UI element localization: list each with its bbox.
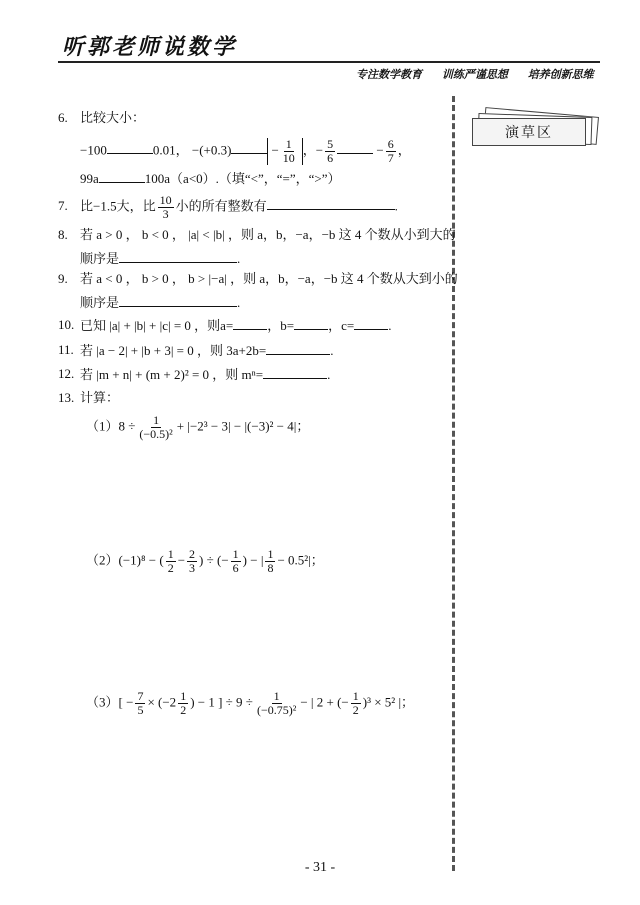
page-number: - 31 - (304, 860, 336, 875)
frac-den: 2 (352, 703, 359, 717)
p7-end: . (394, 198, 398, 214)
p6-blank-1 (107, 141, 153, 154)
p8-number: 8. (58, 227, 68, 242)
p13-q1 (86, 414, 309, 441)
p6-frac-6-7 (386, 138, 396, 165)
p11-pre: 若 |a − 2| + |b + 3| = 0 ，则 3a+2b= (80, 343, 267, 358)
p10-line (80, 317, 391, 334)
p10-pre: 已知 |a| + |b| + |c| = 0 ，则a= (80, 318, 234, 333)
q2-mid2: ) − | (242, 552, 264, 568)
column-divider (452, 96, 455, 871)
p6-line2 (80, 170, 341, 187)
p7-pre: 比−1.5大，比 (80, 198, 156, 214)
p7-line (80, 194, 398, 221)
q2-post: − 0.5²|； (277, 552, 324, 568)
header-rule (58, 61, 600, 63)
p7-post: 小的所有整数有 (175, 198, 267, 214)
p6-number: 6. (58, 110, 68, 125)
frac-num: 1 (267, 547, 274, 561)
header-slogans (340, 66, 594, 82)
p6-blank-2 (231, 141, 267, 154)
p6-a1: −100 (80, 142, 107, 158)
q2-label: （2） (86, 552, 119, 568)
p11-end: . (330, 343, 334, 358)
p6-b1: −(+0.3) (191, 142, 232, 158)
p9-blank (119, 294, 237, 307)
p6-blank-3 (337, 141, 373, 154)
header-title: 听郭老师说数学 (62, 34, 238, 60)
p6-a2: 0.01， (152, 142, 189, 158)
q2-frac-1 (166, 548, 176, 575)
q2-frac-4 (265, 548, 275, 575)
p9-line1: 若 a < 0 ， b > 0 ， b > |−a| ，则 a，b，−a，−b 这 4 个数从大到小的 (80, 271, 458, 286)
frac-num: 10 (159, 193, 172, 207)
slogan-1: 专注数学教育 (356, 68, 422, 81)
p7-blank (267, 197, 395, 210)
p11-number: 11. (58, 342, 74, 357)
p10-number: 10. (58, 317, 75, 332)
frac-den: 10 (282, 151, 295, 165)
p10-mid2: ，c= (328, 318, 355, 333)
frac-den: (−0.5)² (139, 427, 173, 441)
q2-frac-3 (231, 548, 241, 575)
q3-mid2: ) − 1 ] ÷ 9 ÷ (190, 694, 253, 710)
frac-den: 3 (189, 561, 196, 575)
q3-frac-2 (178, 690, 188, 717)
frac-den: 8 (267, 561, 274, 575)
slogan-2: 训练严谨思想 (441, 68, 508, 81)
draft-area-label (470, 112, 600, 152)
p12-end: . (327, 367, 331, 382)
p8-line2 (80, 250, 240, 267)
q1-post: + |−2³ − 3| − |(−3)² − 4|； (176, 418, 310, 434)
q2-frac-2 (187, 548, 197, 575)
frac-num: 1 (167, 547, 174, 561)
q3-frac-3 (255, 690, 298, 717)
frac-num: 6 (387, 137, 394, 151)
frac-num: 1 (153, 413, 160, 427)
frac-den: 6 (232, 561, 239, 575)
frac-den: 2 (180, 703, 187, 717)
slogan-3: 培养创新思维 (527, 68, 594, 81)
p9-label: 顺序是 (80, 295, 120, 310)
p12-pre: 若 |m + n| + (m + 2)² = 0 ，则 mⁿ= (80, 367, 264, 382)
p6-e2: 100a（a<0）.（填“<”，“=”，“>”） (144, 171, 341, 186)
p8-end: . (237, 251, 241, 266)
frac-den: (−0.75)² (256, 703, 297, 717)
p6-abs-frac: − $\frac{1}{10}$ (267, 138, 302, 165)
p10-mid1: ，b= (267, 318, 295, 333)
p6-c-minus: ，− (302, 142, 324, 158)
p6-line1 (80, 138, 411, 165)
frac-num: 7 (137, 689, 144, 703)
p6-frac-5-6 (325, 138, 335, 165)
frac-num: 1 (352, 689, 359, 703)
p7-number: 7. (58, 198, 68, 213)
p13-number: 13. (58, 390, 75, 405)
p10-end: . (388, 318, 392, 333)
p6-title: 比较大小： (80, 110, 146, 125)
p9-line2 (80, 294, 240, 311)
p6-frac-1-10 (281, 138, 297, 165)
q1-label: （1） (86, 418, 119, 434)
p8-label: 顺序是 (80, 251, 120, 266)
q3-mid1: × (−2 (147, 694, 177, 710)
p8-line1: 若 a > 0 ， b < 0 ， |a| < |b| ，则 a，b，−a，−b 这 4 个数从小到大的 (80, 227, 456, 242)
p6-e1: 99a (80, 171, 99, 186)
p11-blank (266, 342, 330, 355)
q1-frac (137, 414, 174, 441)
q3-frac-4 (351, 690, 361, 717)
frac-num: 1 (180, 689, 187, 703)
p9-number: 9. (58, 271, 68, 286)
frac-num: 2 (189, 547, 196, 561)
frac-den: 6 (327, 151, 334, 165)
q2-pre: (−1)⁸ − ( (118, 552, 164, 568)
q3-label: （3） (86, 694, 119, 710)
frac-num: 1 (273, 689, 280, 703)
frac-num: 1 (232, 547, 239, 561)
p6-d-minus: − (376, 142, 384, 158)
q3-post: )³ × 5² |； (362, 694, 415, 710)
q2-mid: ) ÷ (− (199, 552, 229, 568)
frac-den: 3 (162, 207, 169, 221)
p6-d-end: ， (397, 142, 411, 158)
p10-blank-c (354, 317, 388, 330)
frac-den: 7 (387, 151, 394, 165)
frac-den: 5 (137, 703, 144, 717)
p12-number: 12. (58, 366, 75, 381)
p10-blank-a (233, 317, 267, 330)
p12-line (80, 366, 330, 383)
frac-num: 5 (327, 137, 334, 151)
p13-q3 (86, 690, 414, 717)
p12-blank (263, 366, 327, 379)
p10-blank-b (294, 317, 328, 330)
q3-frac-1 (135, 690, 145, 717)
p6-blank-4 (99, 170, 145, 183)
p13-q2 (86, 548, 324, 575)
frac-num: 1 (285, 137, 292, 151)
p13-title: 计算： (80, 390, 120, 405)
q1-pre: 8 ÷ (118, 418, 136, 434)
p9-end: . (237, 295, 241, 310)
draft-card-front: 演草区 (472, 118, 586, 146)
q3-pre: [ − (118, 694, 134, 710)
p8-blank (119, 250, 237, 263)
frac-den: 2 (167, 561, 174, 575)
p7-frac (158, 194, 174, 221)
q3-mid3: − | 2 + (− (300, 694, 349, 710)
p11-line (80, 342, 333, 359)
q2-minus: − (177, 552, 186, 568)
